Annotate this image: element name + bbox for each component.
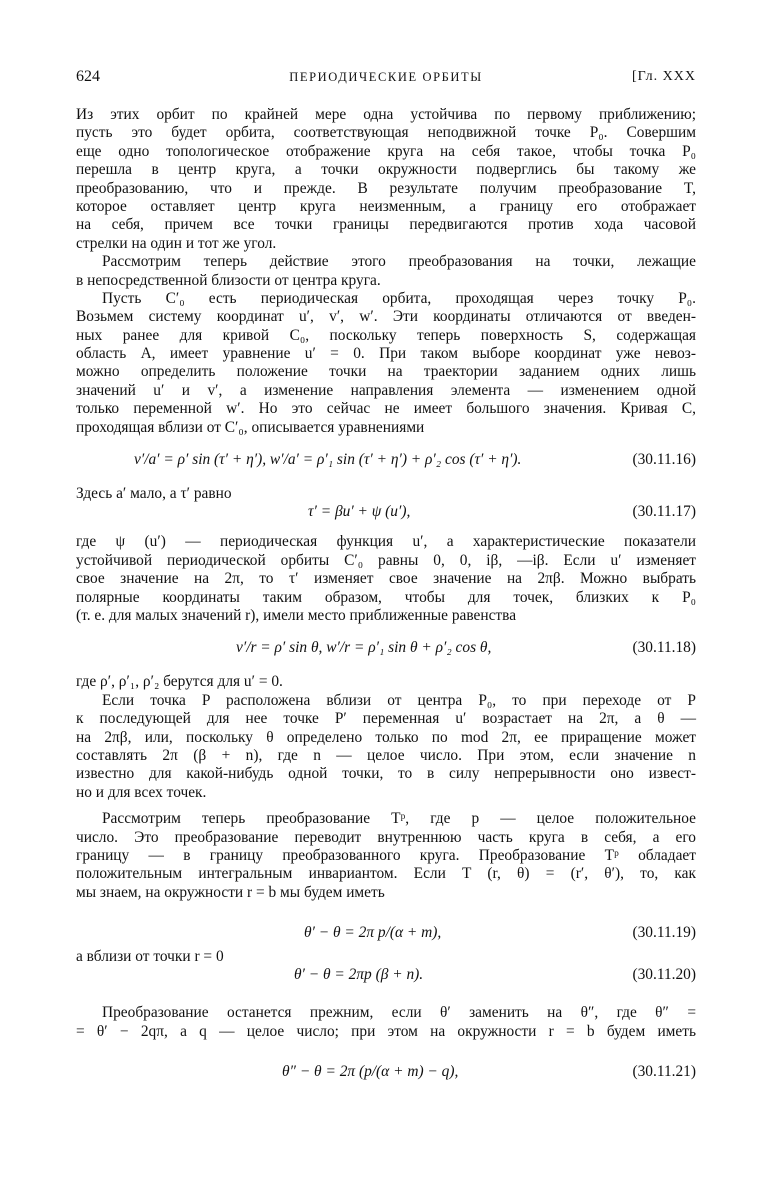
- text-line: Пусть C′₀ есть периодическая орбита, проходящая через точку P₀.: [102, 289, 696, 307]
- equation-formula: v′/a′ = ρ′ sin (τ′ + η′), w′/a′ = ρ′₁ sin (τ′ + η′) + ρ′₂ cos (τ′ + η′).: [134, 451, 522, 469]
- text-line: свое значение на 2π, то τ′ изменяет свое значение на 2πβ. Можно выбрать: [76, 570, 696, 588]
- page-number: 624: [76, 68, 100, 85]
- equation-formula: θ′ − θ = 2πp (β + n).: [294, 966, 424, 984]
- text-line: перешла в центр круга, а точки окружности подверглись бы такому же: [76, 161, 696, 179]
- equation-formula: θ″ − θ = 2π (p/(α + m) − q),: [282, 1063, 459, 1081]
- text-line: которое оставляет центр круга неизменным, а границу его отображает: [76, 197, 696, 215]
- equation-formula: θ′ − θ = 2π p/(α + m),: [304, 924, 442, 942]
- text-line: границу — в границу преобразованного круга. Преобразование Tᵖ обладает: [76, 846, 696, 864]
- equation-number: (30.11.18): [632, 639, 696, 657]
- equation-number: (30.11.21): [632, 1063, 696, 1081]
- text-line: ных ранее для кривой C₀, поскольку теперь поверхность S, содержащая: [76, 326, 696, 344]
- text-line: составлять 2π (β + n), где n — целое число. При этом, если значение n: [76, 746, 696, 764]
- equation-number: (30.11.20): [632, 966, 696, 984]
- equation-30-11-20: [76, 966, 696, 988]
- running-header: [76, 68, 696, 88]
- text-line: на 2πβ, или, поскольку θ определено только по mod 2π, ее приращение может: [76, 728, 696, 746]
- text-line: полярные координаты таким образом, чтобы для точек, близких к P₀: [76, 588, 696, 606]
- text-line: проходящая вблизи от C′₀, описывается уравнениями: [76, 418, 425, 436]
- equation-30-11-16: [76, 445, 696, 475]
- text-line: известно для какой-нибудь одной точки, то в силу непрерывности оно извест-: [76, 765, 696, 783]
- text-line: Из этих орбит по крайней мере одна устойчива по первому приближению;: [76, 106, 696, 123]
- text-line: пусть это будет орбита, соответствующая неподвижной точке P₀. Совершим: [76, 124, 696, 142]
- text-line: еще одно топологическое отображение круга на себя такое, чтобы точка P₀: [76, 142, 696, 160]
- text-line: устойчивой периодической орбиты C′₀ равны 0, 0, iβ, —iβ. Если u′ изменяет: [76, 551, 696, 569]
- equation-30-11-19: [76, 918, 696, 948]
- text-line: число. Это преобразование переводит внутреннюю часть круга в себя, а его: [76, 828, 696, 846]
- text-line: а вблизи от точки r = 0: [76, 948, 224, 966]
- equation-number: (30.11.16): [632, 451, 696, 469]
- equation-number: (30.11.19): [632, 924, 696, 942]
- equation-30-11-18: [76, 633, 696, 663]
- text-line: на себя, причем все точки границы передвигаются против хода часовой: [76, 216, 696, 234]
- equation-formula: τ′ = βu′ + ψ (u′),: [308, 503, 411, 521]
- text-line: но и для всех точек.: [76, 783, 207, 801]
- text-line: преобразованию, что и прежде. В результате получим преобразование T,: [76, 179, 696, 197]
- text-line: мы знаем, на окружности r = b мы будем иметь: [76, 883, 385, 901]
- text-line: Рассмотрим теперь преобразование Tᵖ, где p — целое положительное: [102, 810, 696, 828]
- text-line: (т. е. для малых значений r), имели место приближенные равенства: [76, 606, 517, 624]
- text-line: Если точка P расположена вблизи от центра P₀, то при переходе от P: [102, 691, 696, 709]
- text-line: только переменной w′. Но это сейчас не имеет большого значения. Кривая C,: [76, 400, 696, 418]
- text-line: Возьмем систему координат u′, v′, w′. Эти координаты отличаются от введен-: [76, 308, 696, 326]
- text-line: к последующей для нее точке P′ переменная u′ возрастает на 2π, а θ —: [76, 710, 696, 728]
- chapter-label: [Гл. XXX: [631, 69, 696, 84]
- text-line: в непосредственной близости от центра круга.: [76, 271, 381, 289]
- page-body: [76, 106, 696, 1087]
- text-line: Здесь a′ мало, а τ′ равно: [76, 485, 232, 503]
- equation-formula: v′/r = ρ′ sin θ, w′/r = ρ′₁ sin θ + ρ′₂ cos θ,: [236, 639, 492, 657]
- text-line: можно определить положение точки на траектории заданием одних лишь: [76, 363, 696, 381]
- text-line: Преобразование останется прежним, если θ′ заменить на θ″, где θ″ =: [102, 1004, 696, 1022]
- text-line: где ρ′, ρ′₁, ρ′₂ берутся для u′ = 0.: [76, 673, 283, 691]
- equation-30-11-17: [76, 503, 696, 525]
- text-line: положительным интегральным инвариантом. Если T (r, θ) = (r′, θ′), то, как: [76, 865, 696, 883]
- text-line: стрелки на один и тот же угол.: [76, 234, 277, 252]
- text-line: = θ′ − 2qπ, а q — целое число; при этом на окружности r = b будем иметь: [76, 1022, 696, 1040]
- text-line: Рассмотрим теперь действие этого преобразования на точки, лежащие: [102, 253, 696, 271]
- text-line: значений u′ и v′, а изменение направления элемента — изменением одной: [76, 381, 696, 399]
- equation-number: (30.11.17): [632, 503, 696, 521]
- running-title: ПЕРИОДИЧЕСКИЕ ОРБИТЫ: [289, 70, 483, 84]
- text-line: где ψ (u′) — периодическая функция u′, а характеристические показатели: [76, 533, 696, 551]
- text-line: область A, имеет уравнение u′ = 0. При таком выборе координат уже невоз-: [76, 345, 696, 363]
- equation-30-11-21: [76, 1057, 696, 1087]
